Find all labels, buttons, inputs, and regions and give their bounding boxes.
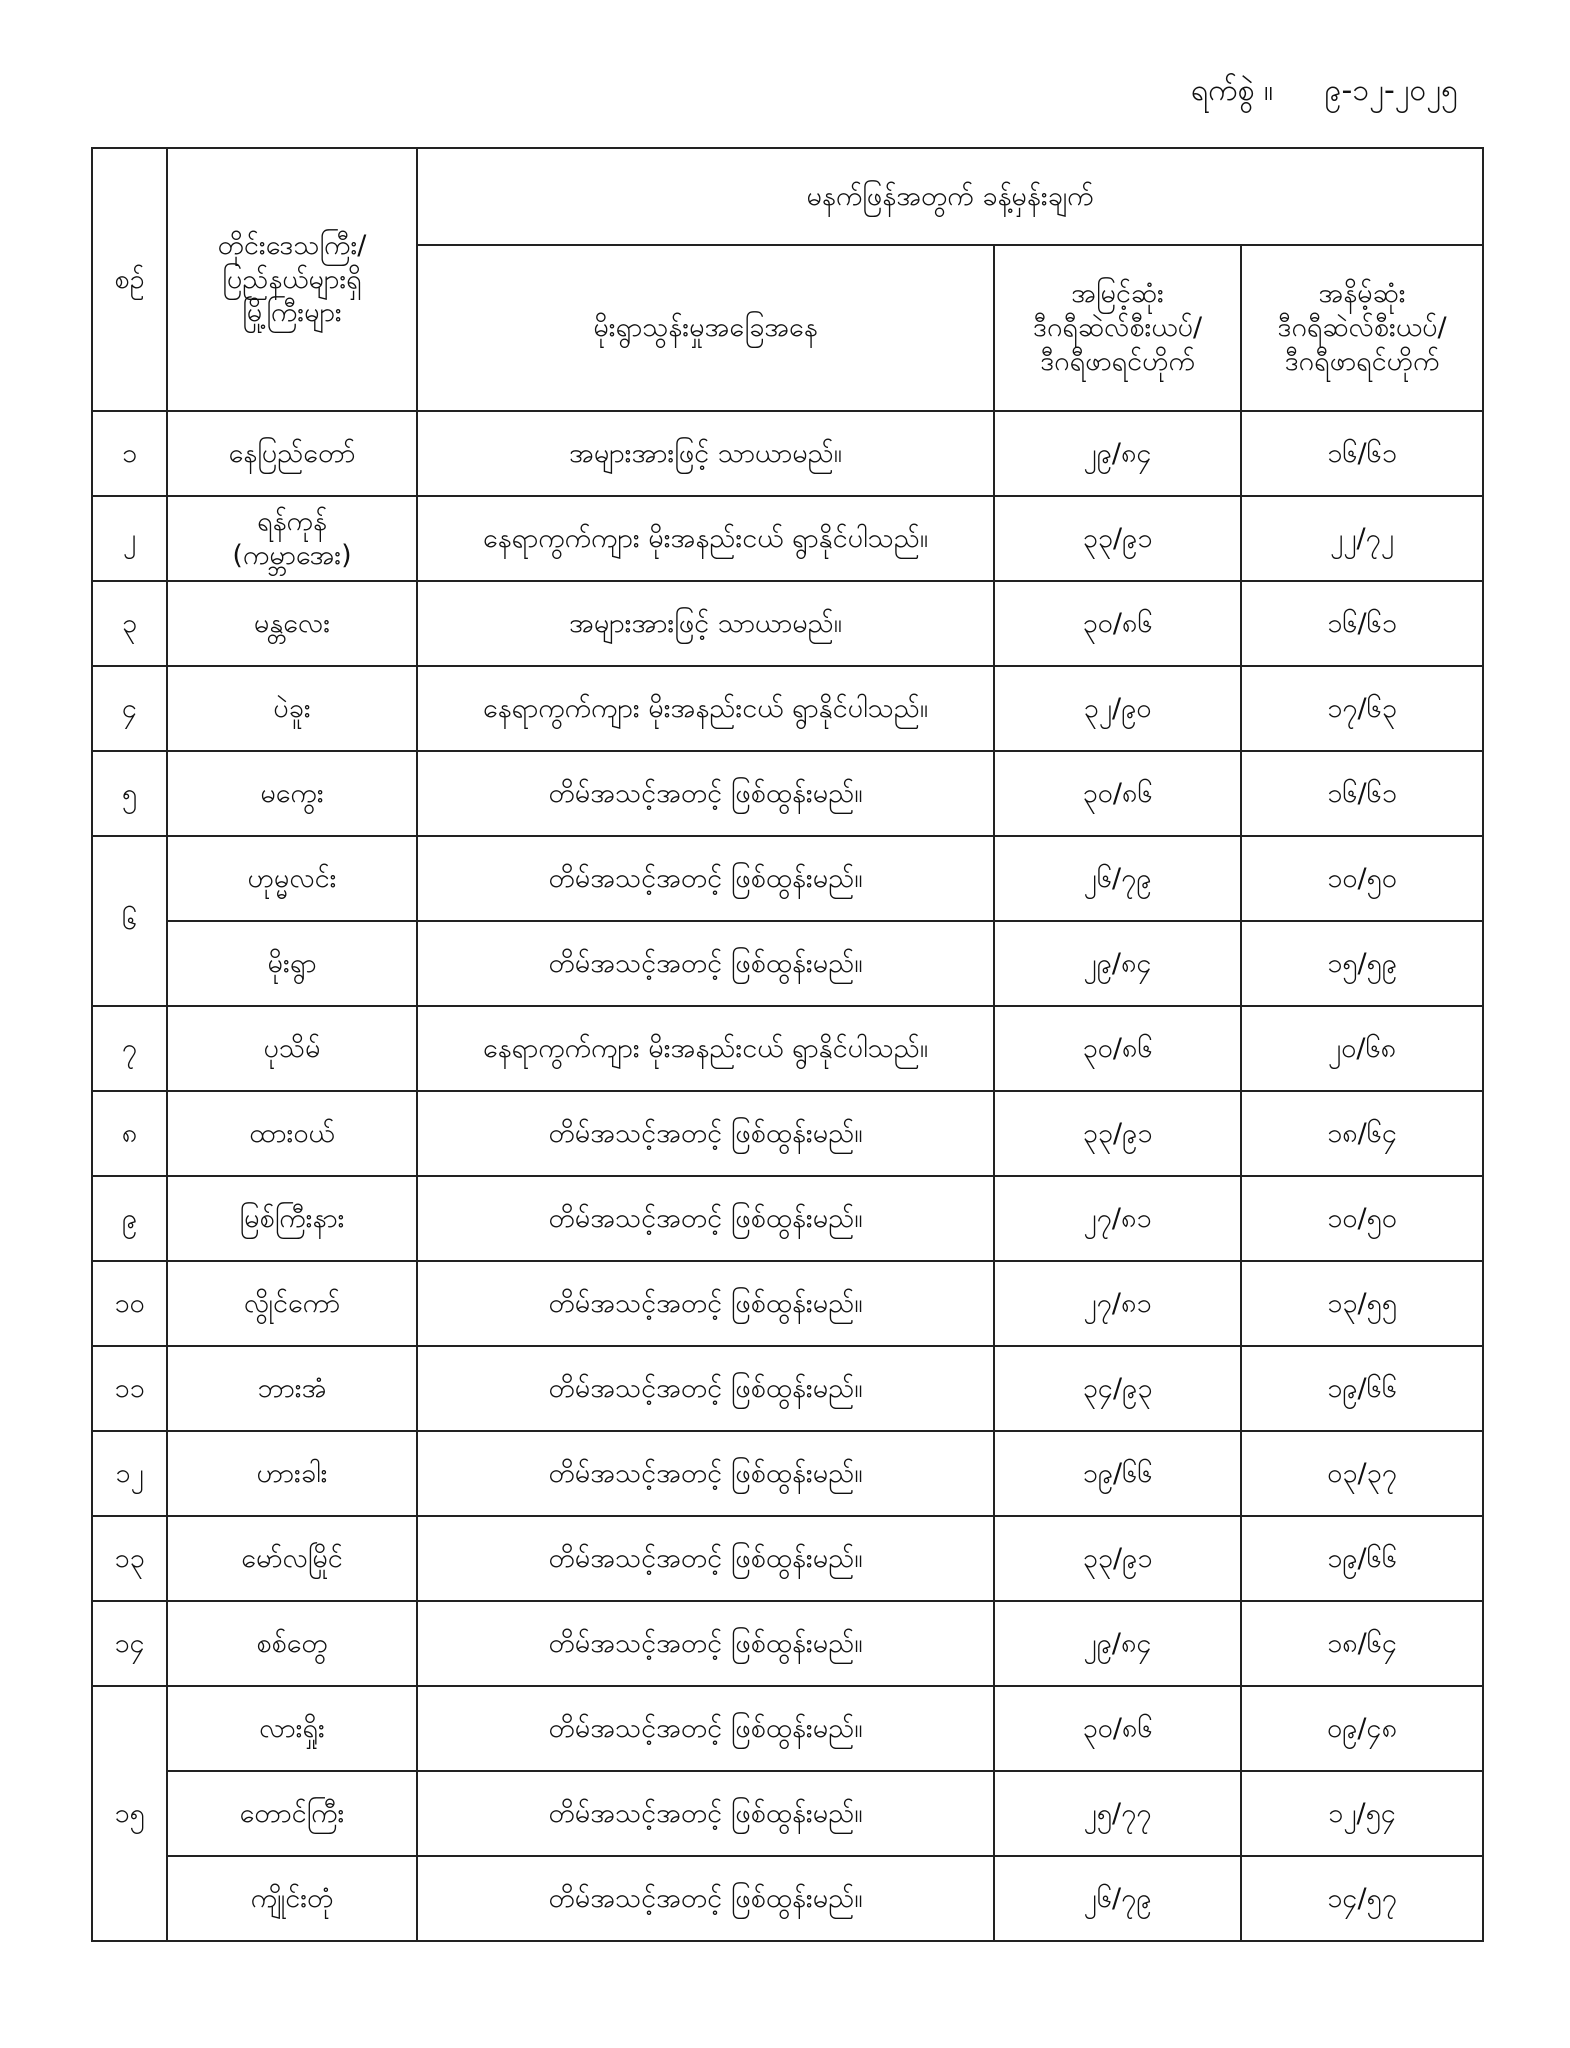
cell-max-temp: ၃၀/၈၆ xyxy=(994,1006,1241,1091)
cell-max-temp: ၃၀/၈၆ xyxy=(994,1686,1241,1771)
cell-min-temp: ၁၆/၆၁ xyxy=(1241,411,1483,496)
cell-serial: ၆ xyxy=(92,836,167,1006)
cell-max-temp: ၂၇/၈၁ xyxy=(994,1261,1241,1346)
cell-min-temp: ၁၄/၅၇ xyxy=(1241,1856,1483,1941)
cell-city: ပုသိမ် xyxy=(167,1006,417,1091)
cell-min-temp: ၁၃/၅၅ xyxy=(1241,1261,1483,1346)
cell-rain: တိမ်အသင့်အတင့် ဖြစ်ထွန်းမည်။ xyxy=(417,1261,994,1346)
cell-rain: တိမ်အသင့်အတင့် ဖြစ်ထွန်းမည်။ xyxy=(417,836,994,921)
cell-city: ဟားခါး xyxy=(167,1431,417,1516)
cell-rain: နေရာကွက်ကျား မိုးအနည်းငယ် ရွာနိုင်ပါသည်။ xyxy=(417,1006,994,1091)
cell-serial: ၁ xyxy=(92,411,167,496)
cell-serial: ၈ xyxy=(92,1091,167,1176)
cell-city: လွိုင်ကော် xyxy=(167,1261,417,1346)
table-row xyxy=(92,1516,1483,1601)
cell-max-temp: ၂၉/၈၄ xyxy=(994,1601,1241,1686)
cell-city: ပဲခူး xyxy=(167,666,417,751)
table-row xyxy=(92,1601,1483,1686)
table-row xyxy=(92,666,1483,751)
table-row xyxy=(92,1346,1483,1431)
table-row xyxy=(92,1771,1483,1856)
cell-min-temp: ၁၈/၆၄ xyxy=(1241,1091,1483,1176)
cell-min-temp: ၁၂/၅၄ xyxy=(1241,1771,1483,1856)
cell-max-temp: ၁၉/၆၆ xyxy=(994,1431,1241,1516)
cell-city: မန္တလေး xyxy=(167,581,417,666)
header-rain: မိုးရွာသွန်းမှုအခြေအနေ xyxy=(417,245,994,411)
cell-city: လားရှိုး xyxy=(167,1686,417,1771)
cell-min-temp: ၁၀/၅၀ xyxy=(1241,836,1483,921)
cell-min-temp: ၂၀/၆၈ xyxy=(1241,1006,1483,1091)
table-row xyxy=(92,836,1483,921)
cell-min-temp: ၁၉/၆၆ xyxy=(1241,1516,1483,1601)
cell-max-temp: ၃၄/၉၃ xyxy=(994,1346,1241,1431)
date-line xyxy=(1191,70,1458,115)
cell-min-temp: ၁၈/၆၄ xyxy=(1241,1601,1483,1686)
cell-city: မြစ်ကြီးနား xyxy=(167,1176,417,1261)
table-row xyxy=(92,1856,1483,1941)
cell-max-temp: ၂၉/၈၄ xyxy=(994,411,1241,496)
cell-serial: ၉ xyxy=(92,1176,167,1261)
cell-max-temp: ၃၃/၉၁ xyxy=(994,1516,1241,1601)
cell-max-temp: ၃၀/၈၆ xyxy=(994,751,1241,836)
cell-min-temp: ၁၅/၅၉ xyxy=(1241,921,1483,1006)
cell-serial: ၁၅ xyxy=(92,1686,167,1941)
cell-city: စစ်တွေ xyxy=(167,1601,417,1686)
cell-serial: ၂ xyxy=(92,496,167,581)
cell-city: ဟုမ္မလင်း xyxy=(167,836,417,921)
table-row xyxy=(92,1091,1483,1176)
cell-min-temp: ၂၂/၇၂ xyxy=(1241,496,1483,581)
cell-city: ကျိုင်းတုံ xyxy=(167,1856,417,1941)
cell-min-temp: ၁၆/၆၁ xyxy=(1241,751,1483,836)
header-serial: စဉ် xyxy=(92,148,167,411)
cell-rain: တိမ်အသင့်အတင့် ဖြစ်ထွန်းမည်။ xyxy=(417,1091,994,1176)
header-region: တိုင်းဒေသကြီး/ ပြည်နယ်များရှိ မြို့ကြီးများ xyxy=(167,148,417,411)
cell-rain: နေရာကွက်ကျား မိုးအနည်းငယ် ရွာနိုင်ပါသည်။ xyxy=(417,496,994,581)
cell-rain: တိမ်အသင့်အတင့် ဖြစ်ထွန်းမည်။ xyxy=(417,1686,994,1771)
cell-rain: တိမ်အသင့်အတင့် ဖြစ်ထွန်းမည်။ xyxy=(417,921,994,1006)
cell-rain: အများအားဖြင့် သာယာမည်။ xyxy=(417,581,994,666)
cell-city: မကွေး xyxy=(167,751,417,836)
table-row xyxy=(92,1686,1483,1771)
cell-max-temp: ၃၃/၉၁ xyxy=(994,496,1241,581)
cell-serial: ၁၄ xyxy=(92,1601,167,1686)
cell-city: မော်လမြိုင် xyxy=(167,1516,417,1601)
forecast-table xyxy=(91,147,1484,1942)
table-row xyxy=(92,581,1483,666)
date-value: ၉-၁၂-၂၀၂၅ xyxy=(1324,73,1458,108)
cell-max-temp: ၂၆/၇၉ xyxy=(994,1856,1241,1941)
cell-rain: တိမ်အသင့်အတင့် ဖြစ်ထွန်းမည်။ xyxy=(417,1516,994,1601)
cell-city: တောင်ကြီး xyxy=(167,1771,417,1856)
cell-serial: ၁၃ xyxy=(92,1516,167,1601)
table-row xyxy=(92,751,1483,836)
cell-max-temp: ၂၉/၈၄ xyxy=(994,921,1241,1006)
cell-serial: ၃ xyxy=(92,581,167,666)
cell-min-temp: ၀၉/၄၈ xyxy=(1241,1686,1483,1771)
cell-serial: ၄ xyxy=(92,666,167,751)
cell-serial: ၁၀ xyxy=(92,1261,167,1346)
cell-max-temp: ၂၇/၈၁ xyxy=(994,1176,1241,1261)
table-row xyxy=(92,921,1483,1006)
cell-rain: တိမ်အသင့်အတင့် ဖြစ်ထွန်းမည်။ xyxy=(417,1601,994,1686)
cell-max-temp: ၃၃/၉၁ xyxy=(994,1091,1241,1176)
header-max-temp: အမြင့်ဆုံး ဒီဂရီဆဲလ်စီးယပ်/ ဒီဂရီဖာရင်ဟိုက် xyxy=(994,245,1241,411)
date-label: ရက်စွဲ ။ xyxy=(1191,73,1274,108)
cell-city: ထားဝယ် xyxy=(167,1091,417,1176)
cell-max-temp: ၃၂/၉၀ xyxy=(994,666,1241,751)
cell-rain: တိမ်အသင့်အတင့် ဖြစ်ထွန်းမည်။ xyxy=(417,1176,994,1261)
cell-min-temp: ၁၀/၅၀ xyxy=(1241,1176,1483,1261)
table-row xyxy=(92,496,1483,581)
cell-rain: တိမ်အသင့်အတင့် ဖြစ်ထွန်းမည်။ xyxy=(417,1346,994,1431)
cell-min-temp: ၀၃/၃၇ xyxy=(1241,1431,1483,1516)
cell-serial: ၁၁ xyxy=(92,1346,167,1431)
header-row-1 xyxy=(92,148,1483,245)
cell-city: ရန်ကုန် (ကမ္ဘာအေး) xyxy=(167,496,417,581)
cell-min-temp: ၁၇/၆၃ xyxy=(1241,666,1483,751)
cell-serial: ၇ xyxy=(92,1006,167,1091)
cell-serial: ၁၂ xyxy=(92,1431,167,1516)
cell-rain: အများအားဖြင့် သာယာမည်။ xyxy=(417,411,994,496)
cell-serial: ၅ xyxy=(92,751,167,836)
table-row xyxy=(92,1431,1483,1516)
cell-rain: တိမ်အသင့်အတင့် ဖြစ်ထွန်းမည်။ xyxy=(417,1431,994,1516)
cell-city: ဘားအံ xyxy=(167,1346,417,1431)
table-row xyxy=(92,1176,1483,1261)
table-row xyxy=(92,1261,1483,1346)
cell-rain: နေရာကွက်ကျား မိုးအနည်းငယ် ရွာနိုင်ပါသည်။ xyxy=(417,666,994,751)
table-row xyxy=(92,1006,1483,1091)
cell-min-temp: ၁၆/၆၁ xyxy=(1241,581,1483,666)
cell-max-temp: ၂၆/၇၉ xyxy=(994,836,1241,921)
cell-city: နေပြည်တော် xyxy=(167,411,417,496)
cell-city: မိုးရွာ xyxy=(167,921,417,1006)
cell-max-temp: ၃၀/၈၆ xyxy=(994,581,1241,666)
header-min-temp: အနိမ့်ဆုံး ဒီဂရီဆဲလ်စီးယပ်/ ဒီဂရီဖာရင်ဟိုက် xyxy=(1241,245,1483,411)
table-row xyxy=(92,411,1483,496)
header-forecast-group: မနက်ဖြန်အတွက် ခန့်မှန်းချက် xyxy=(417,148,1483,245)
cell-rain: တိမ်အသင့်အတင့် ဖြစ်ထွန်းမည်။ xyxy=(417,751,994,836)
cell-max-temp: ၂၅/၇၇ xyxy=(994,1771,1241,1856)
cell-min-temp: ၁၉/၆၆ xyxy=(1241,1346,1483,1431)
cell-rain: တိမ်အသင့်အတင့် ဖြစ်ထွန်းမည်။ xyxy=(417,1856,994,1941)
cell-rain: တိမ်အသင့်အတင့် ဖြစ်ထွန်းမည်။ xyxy=(417,1771,994,1856)
